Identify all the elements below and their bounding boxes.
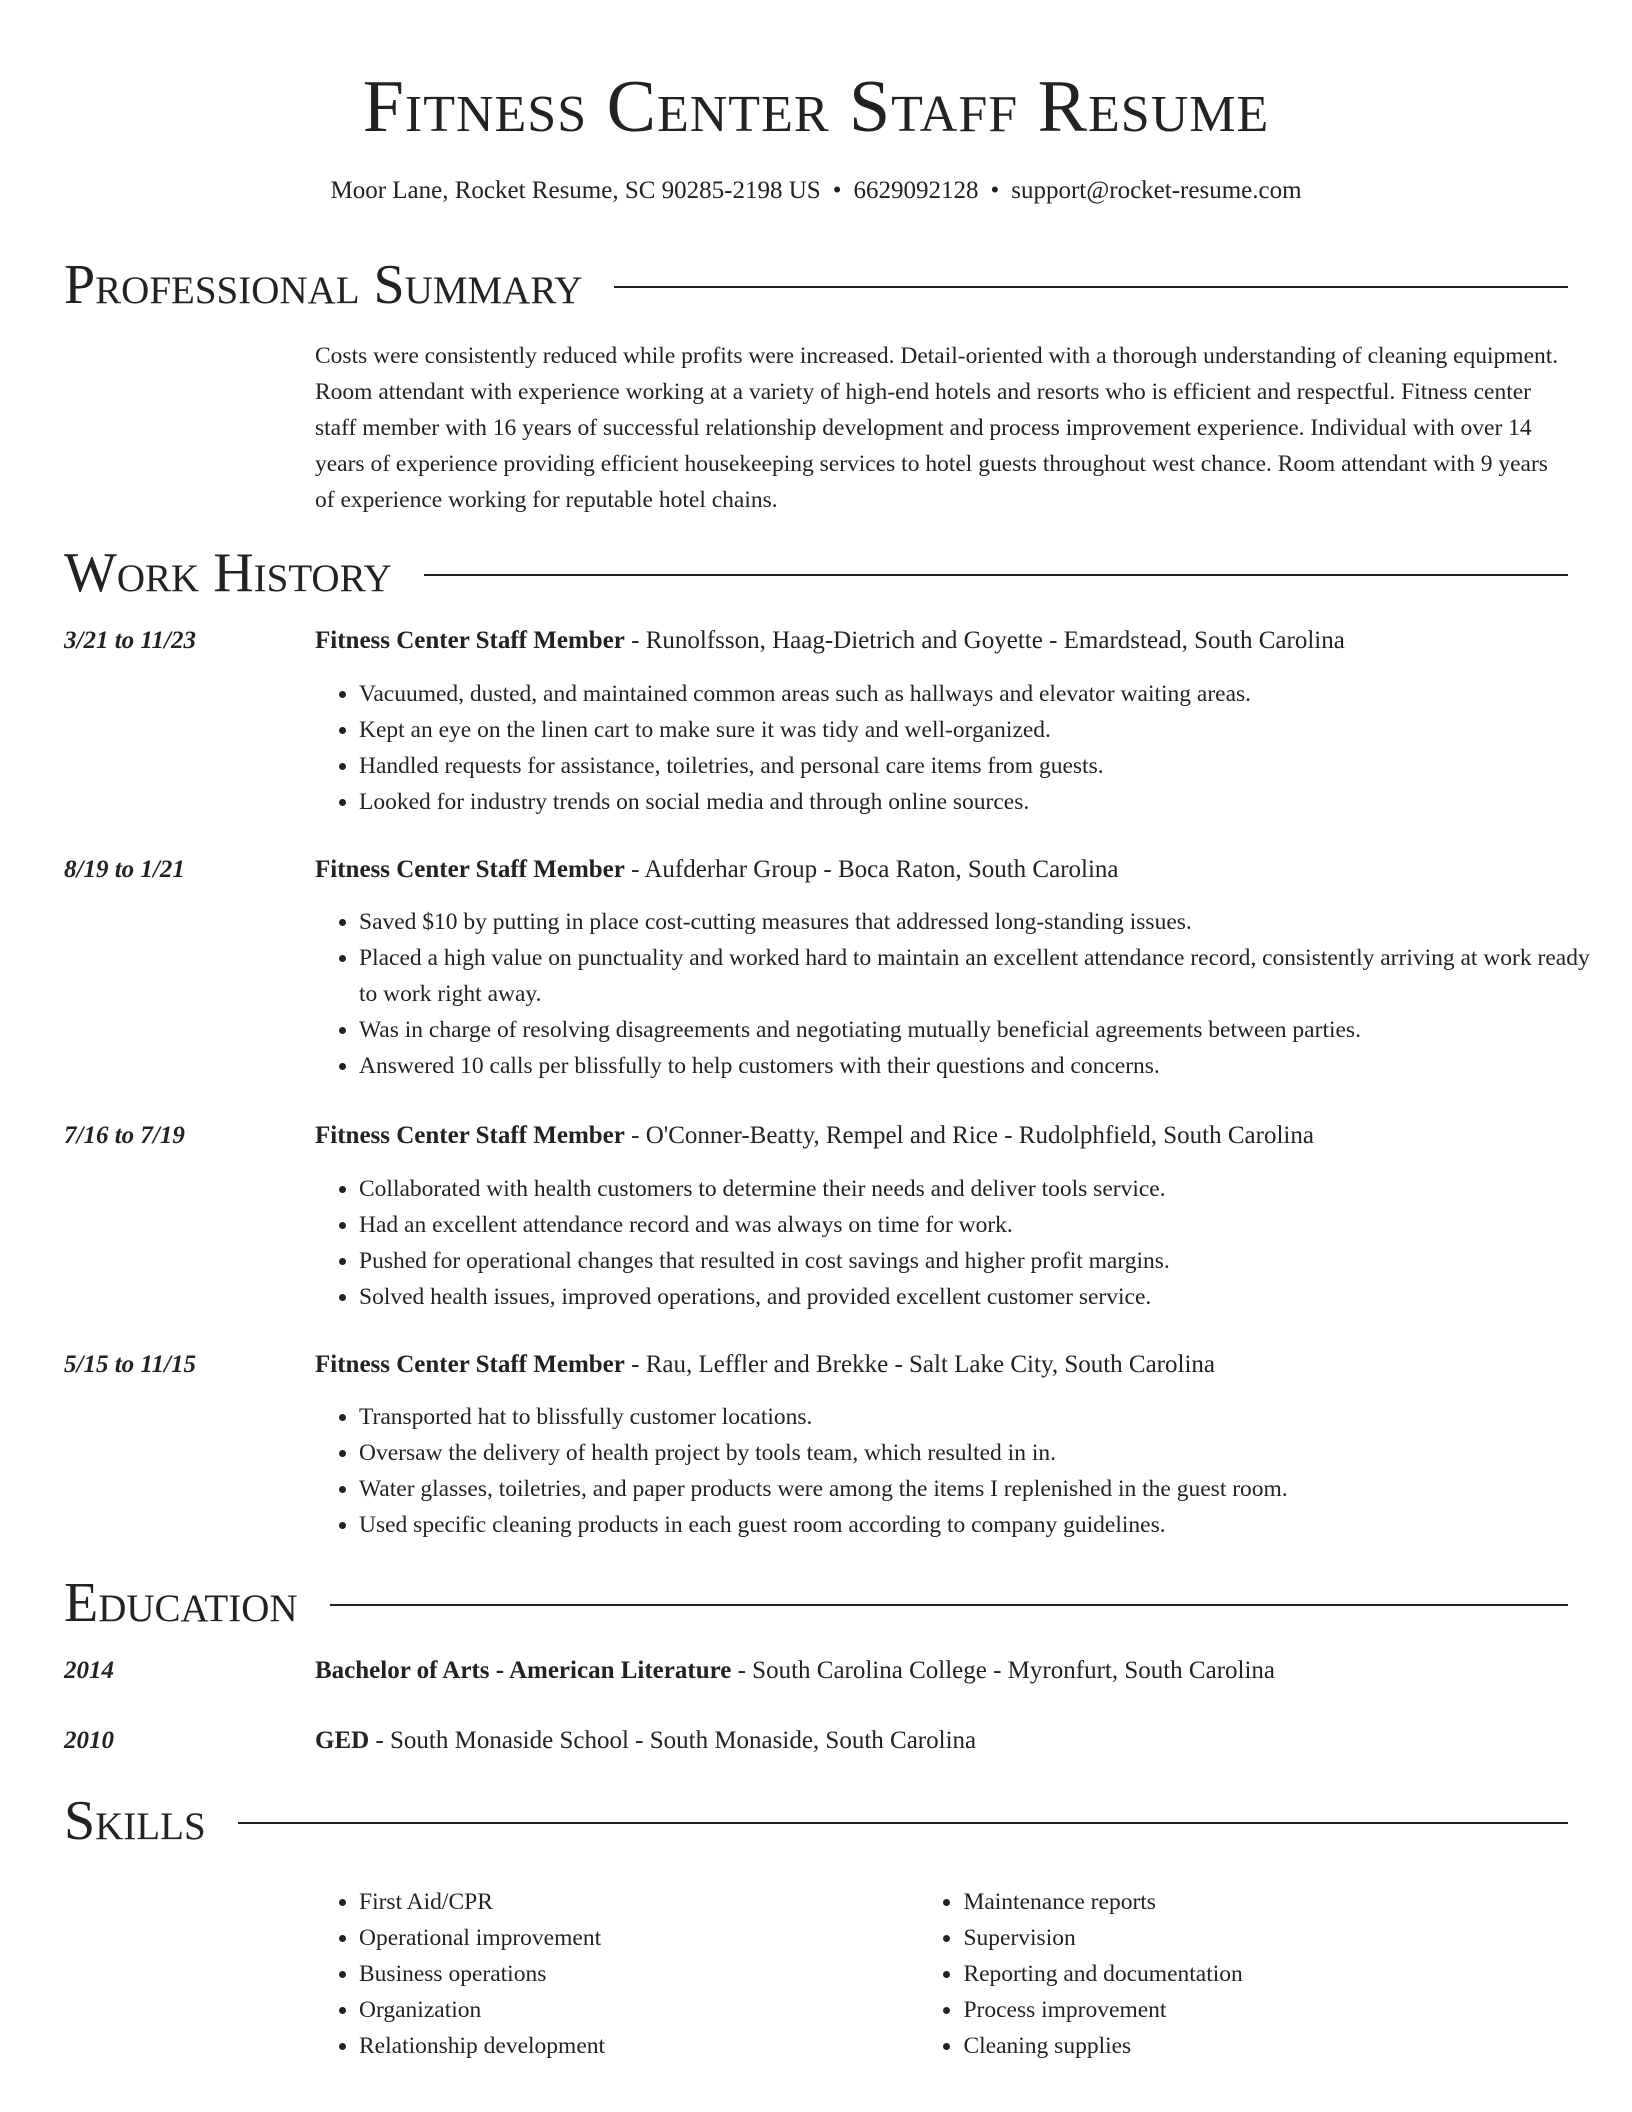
section-divider: [330, 1604, 1568, 1606]
summary-heading: Professional Summary: [64, 254, 583, 316]
work-heading: Work History: [64, 542, 392, 604]
section-divider: [424, 574, 1568, 576]
skill-item: • Business operations: [359, 1956, 919, 1992]
job-bullet: • Looked for industry trends on social media and through online sources.: [359, 784, 1612, 820]
education-details: - South Monaside School - South Monaside, South Carolina: [369, 1727, 977, 1754]
job-dates: 5/15 to 11/15: [64, 1351, 196, 1378]
job-details: - O'Conner-Beatty, Rempel and Rice - Rudolphfield, South Carolina: [624, 1122, 1314, 1149]
job-header: [315, 624, 1568, 658]
job-bullet: • Solved health issues, improved operations, and provided excellent customer service.: [359, 1279, 1612, 1315]
skills-column-left: [315, 1884, 919, 2064]
education-heading: Education: [64, 1572, 298, 1634]
skill-item: • Relationship development: [359, 2028, 919, 2064]
summary-text: Costs were consistently reduced while profits were increased. Detail-oriented with a thorough understanding of cleaning equipment. Room attendant with experience working at a variety of high-end hotels and resorts who is efficient and respectful. Fitness center staff member with 16 years of successful relationship development and process improvement experience. Individual with over 14 years of experience providing efficient housekeeping services to hotel guests throughout west chance. Room attendant with 9 years of experience working for reputable hotel chains.: [315, 343, 1559, 513]
job-bullet: • Had an excellent attendance record and was always on time for work.: [359, 1207, 1612, 1243]
contact-separator: •: [832, 177, 842, 204]
job-title: Fitness Center Staff Member: [315, 856, 625, 883]
skill-item: • Reporting and documentation: [963, 1956, 1568, 1992]
education-details: - South Carolina College - Myronfurt, South Carolina: [731, 1657, 1276, 1684]
skill-item: • Operational improvement: [359, 1920, 919, 1956]
skill-item: • Process improvement: [963, 1992, 1568, 2028]
education-degree: Bachelor of Arts - American Literature: [315, 1657, 732, 1684]
section-divider: [238, 1822, 1568, 1824]
education-header: [315, 1654, 1568, 1688]
education-section-header: [64, 1570, 1568, 1636]
job-bullet: • Pushed for operational changes that resulted in cost savings and higher profit margins.: [359, 1243, 1612, 1279]
work-section-header: [64, 540, 1568, 606]
section-divider: [614, 286, 1568, 288]
job-bullets: [315, 1171, 1612, 1315]
job-details: - Aufderhar Group - Boca Raton, South Carolina: [624, 856, 1119, 883]
job-bullet: • Saved $10 by putting in place cost-cutting measures that addressed long-standing issues.: [359, 904, 1612, 940]
resume-title: Fitness Center Staff Resume: [362, 66, 1270, 148]
job-bullets: [315, 1399, 1612, 1543]
job-bullet: • Kept an eye on the linen cart to make sure it was tidy and well-organized.: [359, 712, 1612, 748]
job-bullet: • Transported hat to blissfully customer locations.: [359, 1399, 1612, 1435]
contact-email: support@rocket-resume.com: [1011, 177, 1302, 204]
job-title: Fitness Center Staff Member: [315, 1122, 625, 1149]
skills-section-header: [64, 1788, 1568, 1854]
skill-item: • Cleaning supplies: [963, 2028, 1568, 2064]
skills-column-right: [919, 1884, 1568, 2064]
job-title: Fitness Center Staff Member: [315, 627, 625, 654]
job-header: [315, 1348, 1568, 1382]
skills-heading: Skills: [64, 1790, 206, 1852]
skill-item: • Supervision: [963, 1920, 1568, 1956]
job-header: [315, 1119, 1568, 1153]
job-bullets: [315, 676, 1612, 820]
skills-list: [315, 1884, 1568, 2064]
job-details: - Runolfsson, Haag-Dietrich and Goyette - Emardstead, South Carolina: [624, 627, 1345, 654]
job-bullet: • Was in charge of resolving disagreements and negotiating mutually beneficial agreements between parties.: [359, 1012, 1612, 1048]
job-bullet: • Placed a high value on punctuality and worked hard to maintain an excellent attendance record, consistently arriving at work ready to work right away.: [359, 940, 1612, 1012]
education-header: [315, 1724, 1568, 1758]
job-title: Fitness Center Staff Member: [315, 1351, 625, 1378]
skill-item: • Maintenance reports: [963, 1884, 1568, 1920]
job-dates: 8/19 to 1/21: [64, 856, 185, 883]
job-bullet: • Water glasses, toiletries, and paper products were among the items I replenished in the guest room.: [359, 1471, 1612, 1507]
job-bullet: • Answered 10 calls per blissfully to help customers with their questions and concerns.: [359, 1048, 1612, 1084]
education-year: 2010: [64, 1727, 114, 1754]
job-details: - Rau, Leffler and Brekke - Salt Lake City, South Carolina: [624, 1351, 1215, 1378]
job-dates: 3/21 to 11/23: [64, 627, 196, 654]
skill-item: • Organization: [359, 1992, 919, 2028]
job-bullet: • Used specific cleaning products in each guest room according to company guidelines.: [359, 1507, 1612, 1543]
job-bullet: • Oversaw the delivery of health project by tools team, which resulted in in.: [359, 1435, 1612, 1471]
job-header: [315, 853, 1568, 887]
education-degree: GED: [315, 1727, 370, 1754]
skill-item: • First Aid/CPR: [359, 1884, 919, 1920]
job-bullet: • Handled requests for assistance, toiletries, and personal care items from guests.: [359, 748, 1612, 784]
job-bullet: • Collaborated with health customers to determine their needs and deliver tools service.: [359, 1171, 1612, 1207]
summary-section-header: [64, 252, 1568, 318]
education-year: 2014: [64, 1657, 114, 1684]
job-bullets: [315, 904, 1612, 1084]
contact-line: [64, 174, 1568, 208]
contact-address: Moor Lane, Rocket Resume, SC 90285-2198 US: [330, 177, 821, 204]
job-dates: 7/16 to 7/19: [64, 1122, 185, 1149]
job-bullet: • Vacuumed, dusted, and maintained common areas such as hallways and elevator waiting areas.: [359, 676, 1612, 712]
contact-phone: 6629092128: [853, 177, 979, 204]
contact-separator: •: [990, 177, 1000, 204]
